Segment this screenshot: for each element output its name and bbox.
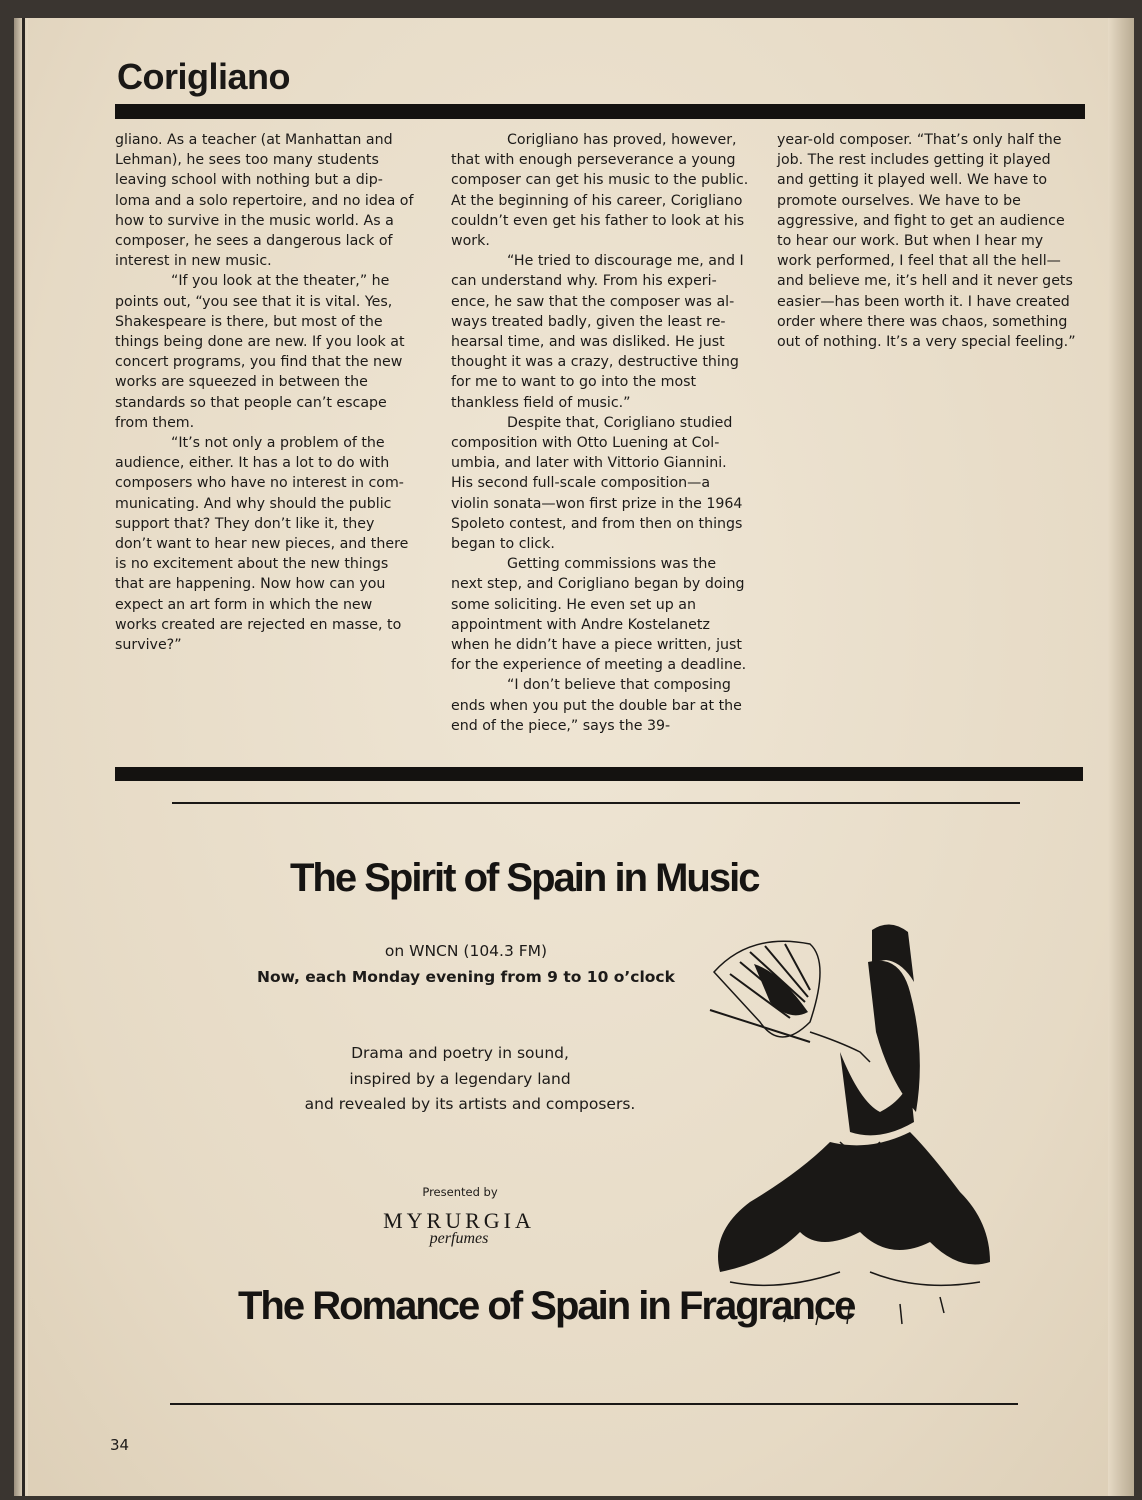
flamenco-dancer-illustration xyxy=(690,902,1030,1342)
heavy-rule-bottom xyxy=(115,767,1083,781)
ad-tagline: The Romance of Spain in Fragrance xyxy=(238,1284,855,1328)
article-column-3 xyxy=(777,130,1077,352)
article-paragraph: Despite that, Corigliano studied composition with Otto Luening at Col- umbia, and later with Vittorio Giannini. His second full-scale composition—a violin sonata—won first prize in the 1964 Spoleto contest, and from then on things began to click. xyxy=(451,414,743,553)
spine-rule xyxy=(22,18,25,1496)
ad-presented-by: Presented by xyxy=(422,1185,498,1199)
article-paragraph: “It’s not only a problem of the audience, either. It has a lot to do with composers who have no interest in com- municating. And why should the public support that? They don’t like it, they don’t want to hear new pieces, and there is no excitement about the new things that are happening. Now how can you expect an art form in which the new works created are rejected en masse, to survive?” xyxy=(115,435,409,654)
page-number: 34 xyxy=(110,1436,130,1454)
article-column-2 xyxy=(451,130,751,736)
article-paragraph: year-old composer. “That’s only half the job. The rest includes getting it played and getting it played well. We have to promote ourselves. We have to be aggressive, and fight to get an audience to hear our work. But when I hear my work performed, I feel that all the hell—and believe me, it’s hell and it never gets easier—has been worth it. I have created order where there was chaos, something out of nothing. It’s a very special feeling.” xyxy=(777,132,1076,351)
ad-top-rule xyxy=(172,802,1020,804)
brand-logo: MYRURGIA xyxy=(383,1208,535,1233)
article-paragraph: “If you look at the theater,” he points out, “you see that it is vital. Yes, Shakespeare is there, but most of the things being done are new. If you look at concert programs, you find that the new works are squeezed in between the standards so that people can’t escape from them. xyxy=(115,273,405,431)
article-paragraph: Corigliano has proved, however, that with enough perseverance a young composer can get his music to the public. At the beginning of his career, Corigliano couldn’t even get his father to look at his work. xyxy=(451,132,749,250)
section-title: Corigliano xyxy=(117,56,290,97)
article-column-1 xyxy=(115,130,415,655)
article-paragraph: gliano. As a teacher (at Manhattan and Lehman), he sees too many students leaving school with nothing but a dip- loma and a solo repertoire, and no idea of how to survive in the music world. As a composer, he sees a dangerous lack of interest in new music. xyxy=(115,132,414,270)
ad-schedule: Now, each Monday evening from 9 to 10 o’clock xyxy=(257,968,675,986)
magazine-page xyxy=(14,18,1134,1496)
heavy-rule-top xyxy=(115,104,1085,119)
brand-logo-subtitle: perfumes xyxy=(429,1230,489,1247)
article-paragraph: Getting commissions was the next step, and Corigliano began by doing some soliciting. He even set up an appointment with Andre Kostelanetz when he didn’t have a piece written, just for the experience of meeting a deadline. xyxy=(451,556,747,674)
ad-headline: The Spirit of Spain in Music xyxy=(290,856,759,900)
ad-description-line-3: and revealed by its artists and composers. xyxy=(304,1095,636,1113)
ad-description-line-1: Drama and poetry in sound, xyxy=(351,1044,569,1062)
article-paragraph: “I don’t believe that composing ends when you put the double bar at the end of the piece,” says the 39- xyxy=(451,677,742,734)
page-edge xyxy=(1108,18,1134,1496)
ad-station: on WNCN (104.3 FM) xyxy=(384,942,548,960)
page-spine xyxy=(14,18,28,1496)
article-paragraph: “He tried to discourage me, and I can understand why. From his experi- ence, he saw that the composer was al- ways treated badly, given the least re- hearsal time, and was disliked. He just thought it was a crazy, destructive thing for me to want to go into the most thankless field of music.” xyxy=(451,253,744,411)
ad-description-line-2: inspired by a legendary land xyxy=(349,1070,571,1088)
ad-bottom-rule xyxy=(170,1403,1018,1405)
